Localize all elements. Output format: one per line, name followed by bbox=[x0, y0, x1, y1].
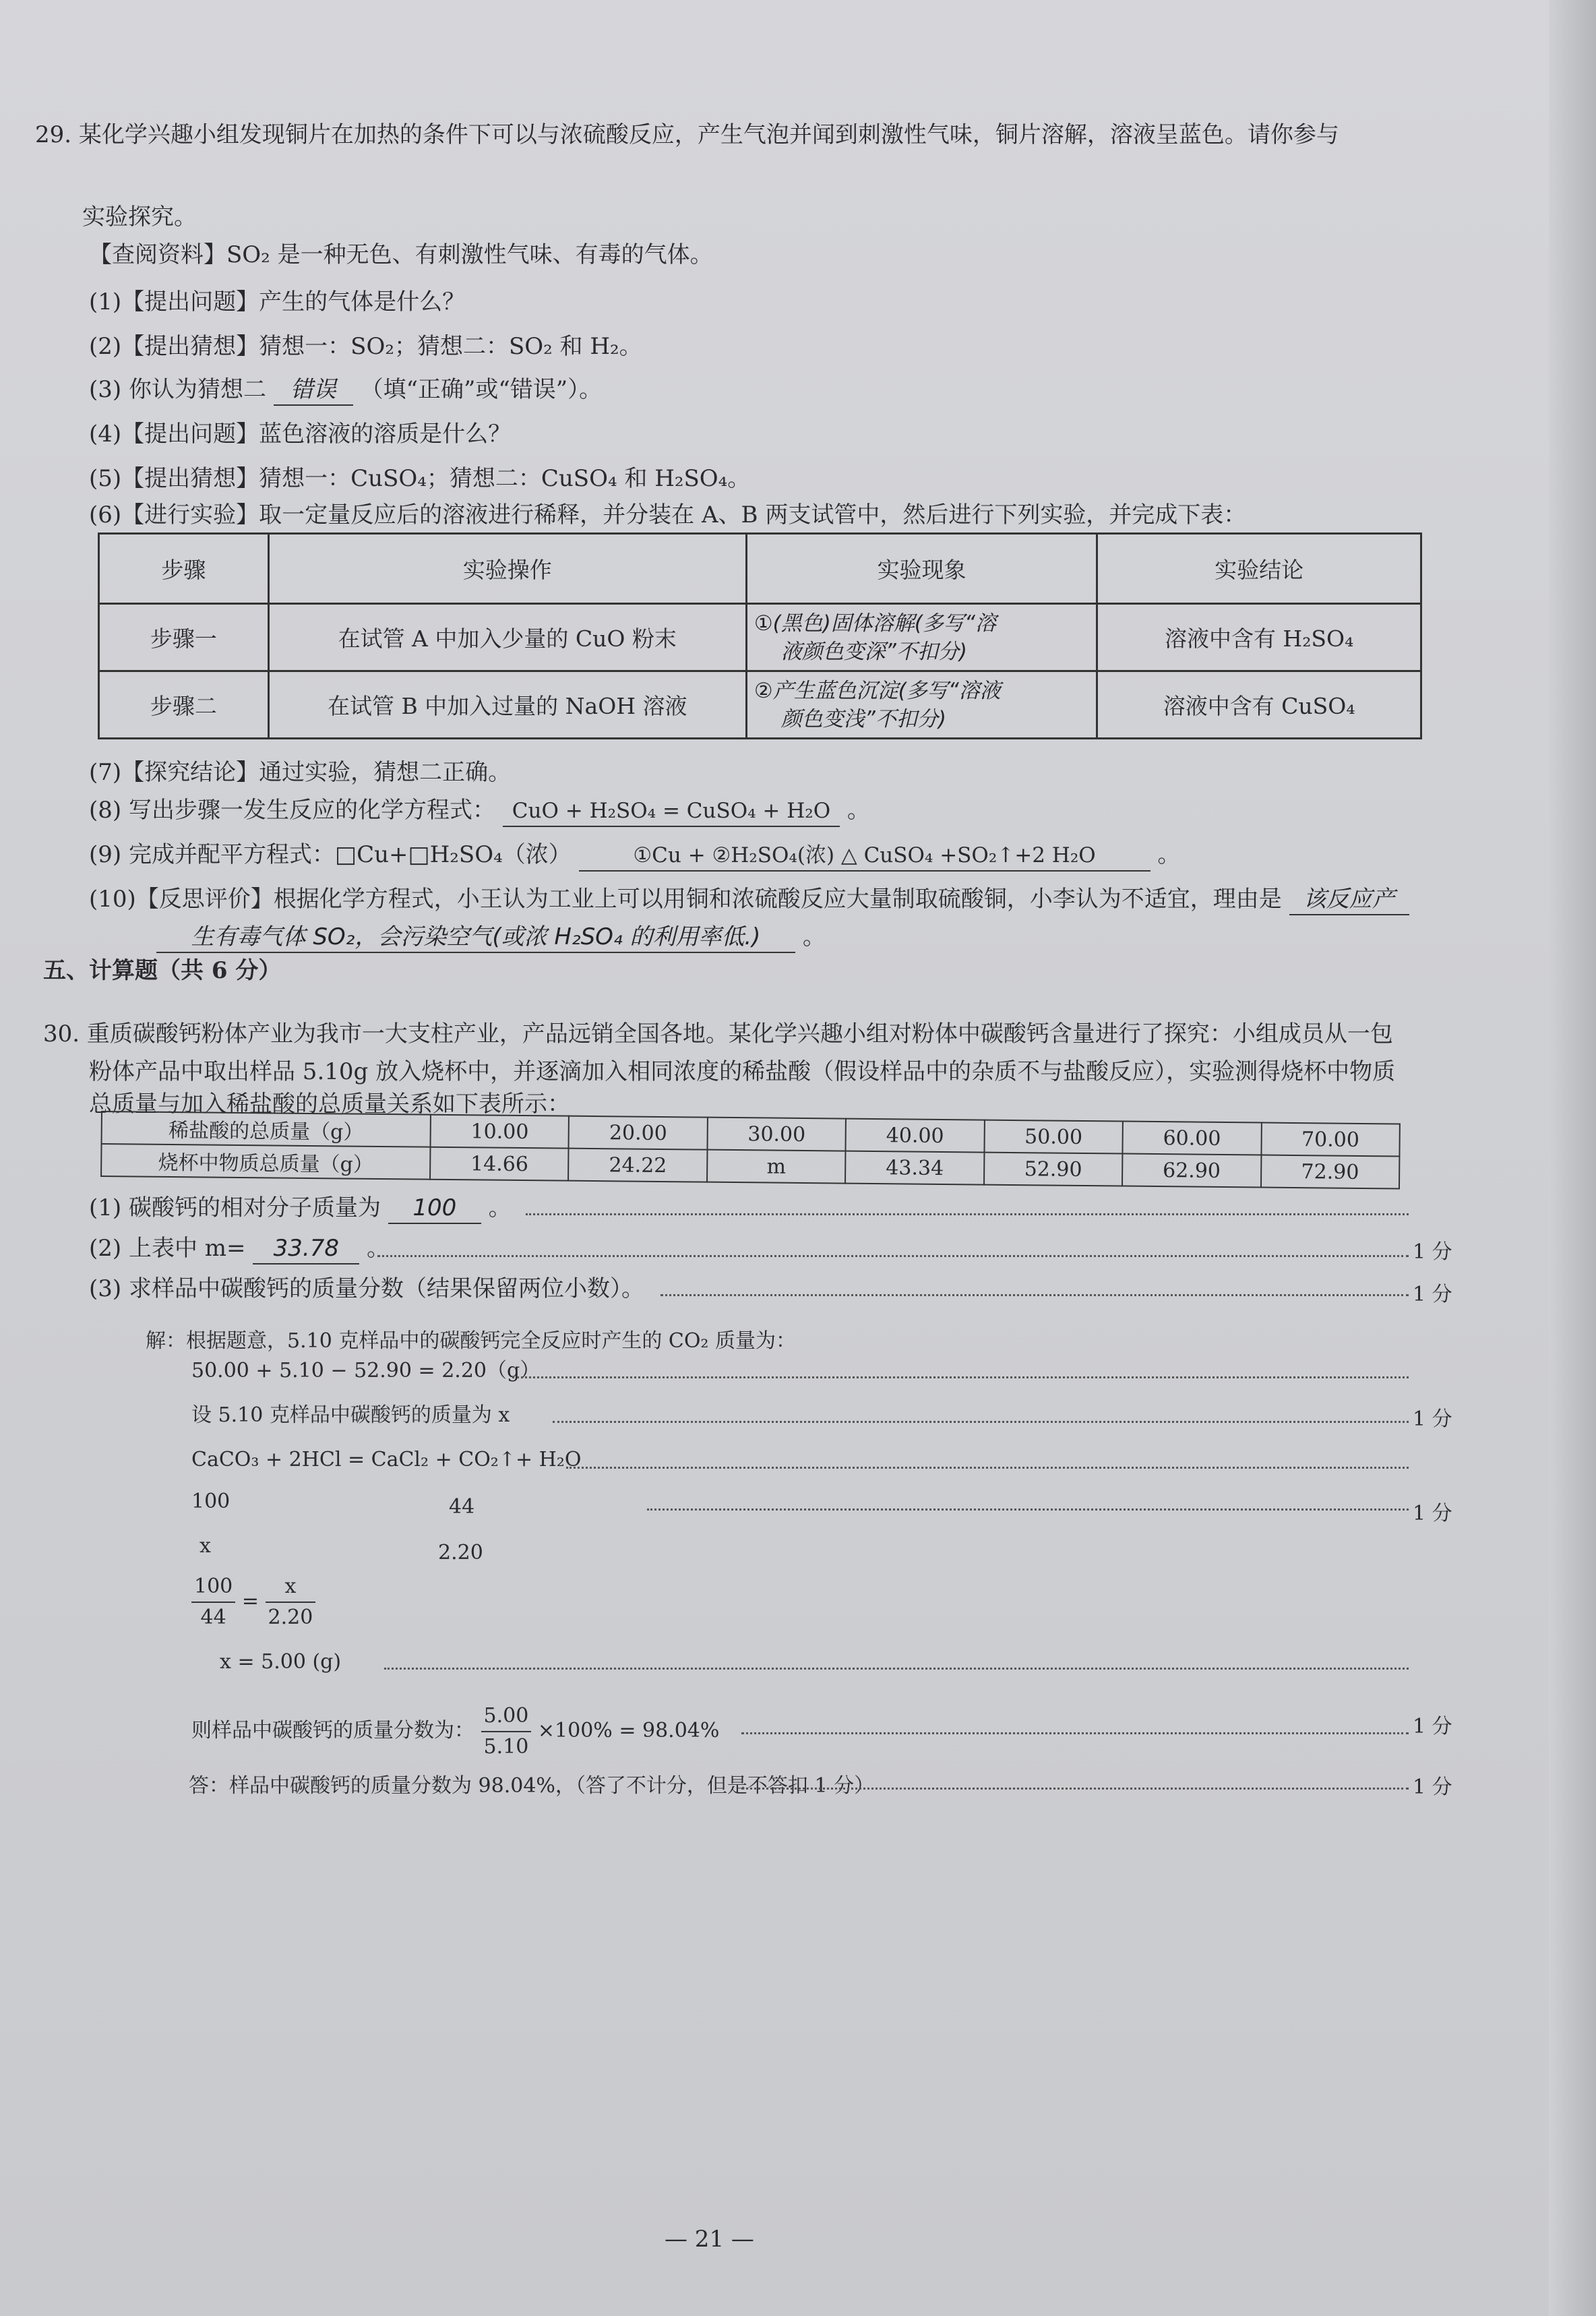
score-mark: 1 分 bbox=[1413, 1715, 1452, 1738]
solution-percentage bbox=[191, 1701, 719, 1762]
solution-answer: 答：样品中碳酸钙的质量分数为 98.04%，（答了不计分，但是不答扣 1 分） bbox=[189, 1774, 875, 1798]
beaker-value: 24.22 bbox=[568, 1149, 707, 1182]
percentage-label: 则样品中碳酸钙的质量分数为： bbox=[191, 1719, 474, 1742]
ratio-caco3-mr: 100 bbox=[191, 1490, 231, 1513]
q30-stem-line1: 30. 重质碳酸钙粉体产业为我市一大支柱产业，产品远销全国各地。某化学兴趣小组对粉体中碳酸钙含量进行了探究：小组成员从一包 bbox=[43, 1020, 1393, 1047]
percentage-fraction bbox=[481, 1701, 532, 1762]
experiment-table bbox=[98, 532, 1422, 739]
hcl-mass-table bbox=[100, 1111, 1401, 1190]
ratio-co2-mass: 2.20 bbox=[438, 1541, 483, 1564]
q29-part10-line2: 生有毒气体 SO₂，会污染空气(或浓 H₂SO₄ 的利用率低.) 。 bbox=[156, 922, 826, 953]
row2-observation bbox=[746, 671, 1097, 739]
percentage-result: ×100% = 98.04% bbox=[537, 1719, 720, 1742]
row1-observation-line1: ①(黑色)固体溶解(多写“溶 bbox=[754, 611, 996, 636]
dotted-leader bbox=[553, 1421, 1409, 1423]
dotted-leader bbox=[384, 1668, 1409, 1670]
dotted-leader bbox=[377, 1255, 1409, 1257]
dotted-leader bbox=[647, 1509, 1409, 1511]
header-operation: 实验操作 bbox=[268, 534, 746, 604]
q29-part3 bbox=[89, 375, 602, 406]
score-mark: 1 分 bbox=[1413, 1775, 1452, 1799]
beaker-value: 62.90 bbox=[1122, 1154, 1261, 1188]
q30-stem-line2: 粉体产品中取出样品 5.10g 放入烧杯中，并逐滴加入相同浓度的稀盐酸（假设样品中的杂质不与盐酸反应），实验测得烧杯中物质 bbox=[89, 1058, 1396, 1085]
q29-part9: (9) 完成并配平方程式：□Cu+□H₂SO₄（浓） ①Cu + ②H₂SO₄(浓) △ CuSO₄ +SO₂↑+2 H₂O 。 bbox=[89, 840, 1180, 872]
row1-observation bbox=[746, 604, 1097, 671]
q29-part8: (8) 写出步骤一发生反应的化学方程式： CuO + H₂SO₄ = CuSO₄ + H₂O 。 bbox=[89, 795, 870, 827]
percentage-numerator: 5.00 bbox=[481, 1701, 532, 1732]
percentage-denominator: 5.10 bbox=[483, 1735, 529, 1759]
page-number: — 21 — bbox=[665, 2226, 754, 2253]
row1-conclusion: 溶液中含有 H₂SO₄ bbox=[1097, 604, 1421, 671]
q30-stem-line3: 总质量与加入稀盐酸的总质量关系如下表所示： bbox=[89, 1091, 570, 1118]
q29-part8-prompt: (8) 写出步骤一发生反应的化学方程式： bbox=[89, 797, 495, 824]
q29-part3-suffix: （填“正确”或“错误”）。 bbox=[360, 376, 603, 403]
dotted-leader bbox=[741, 1788, 1409, 1790]
solution-intro: 解：根据题意，5.10 克样品中的碳酸钙完全反应时产生的 CO₂ 质量为： bbox=[146, 1329, 796, 1353]
q30-part2-prompt: (2) 上表中 m= bbox=[89, 1235, 246, 1262]
experiment-row-1 bbox=[99, 604, 1421, 671]
experiment-table-header bbox=[99, 534, 1421, 604]
q30-part1: (1) 碳酸钙的相对分子质量为 100 。 bbox=[89, 1193, 512, 1224]
q29-part8-answer: CuO + H₂SO₄ = CuSO₄ + H₂O bbox=[503, 796, 840, 827]
q29-stem-line2: 实验探究。 bbox=[82, 204, 197, 231]
q30-part1-answer: 100 bbox=[388, 1193, 481, 1224]
fraction-right-numerator: x bbox=[266, 1572, 316, 1603]
q29-part3-prompt: (3) 你认为猜想二 bbox=[89, 376, 266, 403]
page-edge-shadow bbox=[1549, 0, 1596, 2316]
hcl-value: 20.00 bbox=[569, 1116, 708, 1150]
fraction-right-denominator: 2.20 bbox=[268, 1606, 313, 1629]
q29-part10-answer-2: 生有毒气体 SO₂，会污染空气(或浓 H₂SO₄ 的利用率低.) bbox=[156, 922, 795, 953]
hcl-row-label: 稀盐酸的总质量（g） bbox=[102, 1111, 431, 1147]
q29-part10-answer-1: 该反应产 bbox=[1289, 884, 1409, 915]
hcl-value: 10.00 bbox=[431, 1115, 570, 1149]
beaker-row-label: 烧杯中物质总质量（g） bbox=[101, 1144, 430, 1180]
q29-part3-answer: 错误 bbox=[274, 375, 353, 406]
q29-part5: (5)【提出猜想】猜想一：CuSO₄；猜想二：CuSO₄ 和 H₂SO₄。 bbox=[89, 465, 751, 492]
q29-part9-answer: ①Cu + ②H₂SO₄(浓) △ CuSO₄ +SO₂↑+2 H₂O bbox=[579, 841, 1150, 872]
row1-observation-line2: 液颜色变深”不扣分) bbox=[780, 639, 967, 664]
ratio-x: x bbox=[200, 1534, 211, 1558]
fraction-left-denominator: 44 bbox=[200, 1606, 226, 1629]
q30-part2-answer: 33.78 bbox=[253, 1233, 359, 1264]
solution-equation: CaCO₃ + 2HCl = CaCl₂ + CO₂↑+ H₂O bbox=[191, 1448, 582, 1471]
hcl-value: 40.00 bbox=[846, 1119, 985, 1153]
beaker-value: 52.90 bbox=[984, 1153, 1123, 1186]
score-mark: 1 分 bbox=[1413, 1283, 1452, 1306]
q29-part7: (7)【探究结论】通过实验，猜想二正确。 bbox=[89, 759, 512, 786]
row2-step: 步骤二 bbox=[99, 671, 269, 739]
q30-part3: (3) 求样品中碳酸钙的质量分数（结果保留两位小数）。 bbox=[89, 1275, 644, 1302]
hcl-value: 60.00 bbox=[1123, 1122, 1262, 1155]
row1-operation: 在试管 A 中加入少量的 CuO 粉末 bbox=[268, 604, 746, 671]
header-observation: 实验现象 bbox=[746, 534, 1097, 604]
header-step: 步骤 bbox=[99, 534, 269, 604]
dotted-leader bbox=[526, 1213, 1409, 1215]
q29-part9-prompt: (9) 完成并配平方程式：□Cu+□H₂SO₄（浓） bbox=[89, 841, 572, 868]
q29-part10 bbox=[89, 884, 1409, 915]
beaker-value: 14.66 bbox=[430, 1147, 569, 1181]
beaker-value: 43.34 bbox=[845, 1151, 984, 1185]
q29-part6: (6)【进行实验】取一定量反应后的溶液进行稀释，并分装在 A、B 两支试管中，然后进行下列实验，并完成下表： bbox=[89, 501, 1247, 528]
q29-stem-line1: 29. 某化学兴趣小组发现铜片在加热的条件下可以与浓硫酸反应，产生气泡并闻到刺激性气味，铜片溶解，溶液呈蓝色。请你参与 bbox=[35, 121, 1339, 148]
dotted-leader bbox=[512, 1376, 1409, 1378]
experiment-row-2 bbox=[99, 671, 1421, 739]
q29-reference: 【查阅资料】SO₂ 是一种无色、有刺激性气味、有毒的气体。 bbox=[89, 241, 713, 268]
header-conclusion: 实验结论 bbox=[1097, 534, 1421, 604]
fraction-left-numerator: 100 bbox=[191, 1572, 235, 1603]
proportion-equation bbox=[191, 1572, 315, 1633]
fraction-left bbox=[191, 1572, 235, 1633]
q29-part4: (4)【提出问题】蓝色溶液的溶质是什么？ bbox=[89, 421, 512, 448]
q29-part1: (1)【提出问题】产生的气体是什么？ bbox=[89, 288, 466, 315]
score-mark: 1 分 bbox=[1413, 1502, 1452, 1525]
ratio-co2-mr: 44 bbox=[449, 1495, 475, 1519]
solution-co2-mass: 50.00 + 5.10 − 52.90 = 2.20（g） bbox=[191, 1359, 541, 1382]
score-mark: 1 分 bbox=[1413, 1407, 1452, 1431]
fraction-right bbox=[266, 1572, 316, 1633]
hcl-value: 30.00 bbox=[707, 1118, 846, 1151]
solution-x-value: x = 5.00 (g) bbox=[220, 1650, 342, 1674]
dotted-leader bbox=[566, 1467, 1409, 1469]
section-heading-calculation: 五、计算题（共 6 分） bbox=[43, 957, 282, 984]
dotted-leader bbox=[741, 1732, 1409, 1734]
q29-part2: (2)【提出猜想】猜想一：SO₂；猜想二：SO₂ 和 H₂。 bbox=[89, 333, 642, 360]
row2-conclusion: 溶液中含有 CuSO₄ bbox=[1097, 671, 1421, 739]
hcl-value: 50.00 bbox=[984, 1120, 1123, 1154]
dotted-leader bbox=[661, 1294, 1409, 1296]
q29-part10-prompt: (10)【反思评价】根据化学方程式，小王认为工业上可以用铜和浓硫酸反应大量制取硫酸铜，小李认为不适宜，理由是 bbox=[89, 886, 1282, 913]
row1-step: 步骤一 bbox=[99, 604, 269, 671]
beaker-value: m bbox=[707, 1150, 846, 1184]
beaker-value: 72.90 bbox=[1261, 1155, 1400, 1189]
row2-observation-line1: ②产生蓝色沉淀(多写“溶液 bbox=[754, 678, 1001, 703]
solution-let-x: 设 5.10 克样品中碳酸钙的质量为 x bbox=[191, 1403, 510, 1427]
row2-operation: 在试管 B 中加入过量的 NaOH 溶液 bbox=[268, 671, 746, 739]
score-mark: 1 分 bbox=[1413, 1240, 1452, 1264]
equals-sign: = bbox=[241, 1589, 259, 1613]
q30-part2: (2) 上表中 m= 33.78 。 bbox=[89, 1233, 390, 1264]
row2-observation-line2: 颜色变浅”不扣分) bbox=[780, 706, 946, 731]
hcl-value: 70.00 bbox=[1261, 1123, 1400, 1157]
q30-part1-prompt: (1) 碳酸钙的相对分子质量为 bbox=[89, 1194, 381, 1221]
